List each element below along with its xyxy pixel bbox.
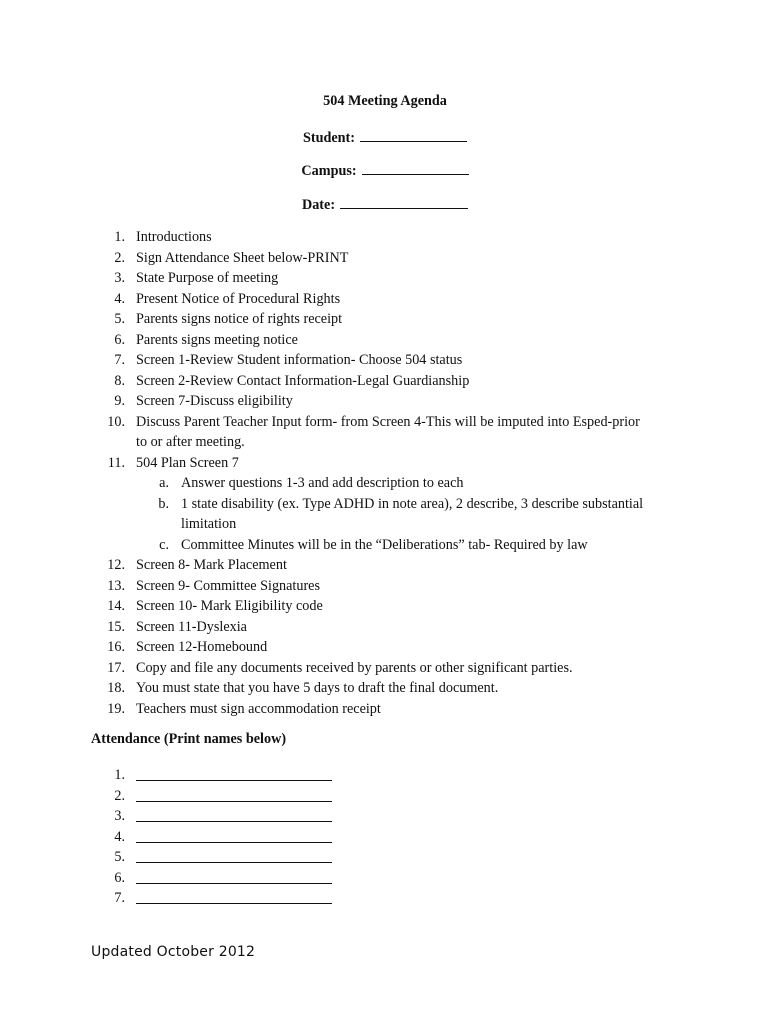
- list-item: 18. You must state that you have 5 days to draft the final document.: [107, 680, 499, 696]
- list-item: 8. Screen 2-Review Contact Information-Legal Guardianship: [114, 372, 470, 389]
- attendance-row: 6.: [0, 868, 770, 889]
- list-item: 13. Screen 9- Committee Signatures: [107, 577, 321, 594]
- list-item: 2. Sign Attendance Sheet below-PRINT: [114, 249, 349, 266]
- date-blank-line: [340, 194, 468, 209]
- list-item: 1. Introductions: [114, 229, 212, 245]
- sub-list-item: b. 1 state disability (ex. Type ADHD in note area), 2 describe, 3 describe substantial: [158, 495, 644, 512]
- list-item: 16. Screen 12-Homebound: [107, 639, 268, 655]
- name-blank-line: [136, 830, 332, 843]
- name-blank-line: [136, 871, 332, 884]
- agenda-list: [0, 227, 770, 719]
- list-item: 19. Teachers must sign accommodation receipt: [107, 700, 381, 717]
- list-item: 6. Parents signs meeting notice: [114, 331, 298, 348]
- attendance-list: [0, 765, 770, 909]
- list-item: 12. Screen 8- Mark Placement: [107, 557, 287, 573]
- attendance-row: 1.: [0, 765, 770, 786]
- attendance-row: 5.: [0, 847, 770, 868]
- list-item: 14. Screen 10- Mark Eligibility code: [107, 598, 323, 614]
- list-item-continuation: to or after meeting.: [136, 434, 245, 450]
- date-field: [0, 194, 770, 214]
- list-item: 9. Screen 7-Discuss eligibility: [114, 393, 293, 409]
- attendance-row: 7.: [0, 888, 770, 909]
- document-title: 504 Meeting Agenda: [323, 93, 447, 109]
- list-item: 15. Screen 11-Dyslexia: [107, 618, 247, 635]
- footer-updated-date: Updated October 2012: [91, 944, 256, 960]
- sub-list-item-continuation: limitation: [181, 516, 237, 532]
- name-blank-line: [136, 809, 332, 822]
- student-field: [0, 127, 770, 147]
- attendance-heading: Attendance (Print names below): [91, 731, 287, 747]
- campus-blank-line: [362, 160, 469, 175]
- sub-list-item: c. Committee Minutes will be in the “Deliberations” tab- Required by law: [159, 536, 588, 553]
- name-blank-line: [136, 789, 332, 802]
- list-item: 3. State Purpose of meeting: [114, 270, 279, 286]
- attendance-row: 4.: [0, 827, 770, 848]
- list-item: 17. Copy and file any documents received by parents or other significant parties.: [107, 659, 573, 676]
- campus-field: [0, 160, 770, 180]
- name-blank-line: [136, 850, 332, 863]
- list-item: 5. Parents signs notice of rights receipt: [114, 311, 343, 327]
- list-item: 7. Screen 1-Review Student information- Choose 504 status: [114, 352, 463, 368]
- attendance-row: 2.: [0, 786, 770, 807]
- list-item: 10. Discuss Parent Teacher Input form- from Screen 4-This will be imputed into Esped-prior: [107, 413, 640, 430]
- list-item: 11. 504 Plan Screen 7: [107, 454, 239, 471]
- name-blank-line: [136, 891, 332, 904]
- name-blank-line: [136, 768, 332, 781]
- attendance-row: 3.: [0, 806, 770, 827]
- student-label: Student:: [302, 130, 356, 146]
- student-blank-line: [360, 127, 467, 142]
- campus-label: Campus:: [301, 163, 357, 179]
- sub-list-item: a. Answer questions 1-3 and add description to each: [159, 475, 464, 491]
- list-item: 4. Present Notice of Procedural Rights: [114, 290, 341, 307]
- date-label: Date:: [301, 197, 336, 213]
